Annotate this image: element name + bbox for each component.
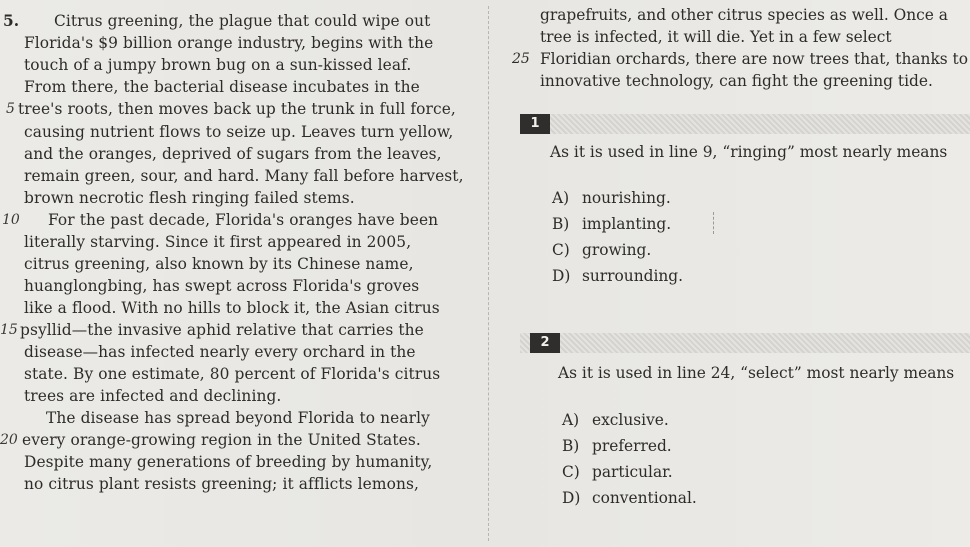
passage-line: tree is infected, it will die. Yet in a few select — [540, 28, 892, 46]
passage-line: brown necrotic flesh ringing failed stems. — [24, 189, 355, 207]
question-2-choice-c[interactable] — [562, 461, 673, 483]
choice-letter: A) — [552, 189, 570, 207]
line-number-10: 10 — [2, 212, 20, 228]
choice-text: surrounding. — [582, 267, 684, 285]
question-1-number: 1 — [520, 114, 550, 134]
question-1-choice-d[interactable] — [552, 265, 683, 287]
question-1-choice-a[interactable] — [552, 187, 671, 209]
passage-line: psyllid—the invasive aphid relative that carries the — [20, 321, 424, 339]
reading-passage — [0, 0, 470, 547]
passage-line: grapefruits, and other citrus species as well. Once a — [540, 6, 948, 24]
question-1-header — [520, 114, 970, 134]
passage-line: and the oranges, deprived of sugars from the leaves, — [24, 145, 442, 163]
line-number-25: 25 — [512, 51, 530, 67]
choice-letter: C) — [552, 241, 570, 259]
text-cursor — [713, 212, 715, 234]
passage-line: tree's roots, then moves back up the trunk in full force, — [18, 100, 456, 118]
choice-text: particular. — [592, 463, 673, 481]
passage-line: citrus greening, also known by its Chinese name, — [24, 255, 414, 273]
passage-line: innovative technology, can fight the greening tide. — [540, 72, 933, 90]
choice-text: preferred. — [592, 437, 672, 455]
choice-text: implanting. — [582, 215, 672, 233]
question-1-choice-c[interactable] — [552, 239, 651, 261]
passage-line: touch of a jumpy brown bug on a sun-kissed leaf. — [24, 56, 412, 74]
passage-line: like a flood. With no hills to block it, the Asian citrus — [24, 299, 440, 317]
question-2-choice-b[interactable] — [562, 435, 672, 457]
question-1-stem: As it is used in line 9, “ringing” most nearly means — [550, 143, 948, 161]
passage-line: remain green, sour, and hard. Many fall before harvest, — [24, 167, 464, 185]
passage-line: literally starving. Since it first appeared in 2005, — [24, 233, 412, 251]
line-number-20: 20 — [0, 432, 18, 448]
passage-line: From there, the bacterial disease incubates in the — [24, 78, 420, 96]
passage-line: causing nutrient flows to seize up. Leaves turn yellow, — [24, 123, 454, 141]
passage-line: every orange-growing region in the United States. — [22, 431, 421, 449]
passage-line: For the past decade, Florida's oranges have been — [48, 211, 439, 229]
line-number-5: 5 — [6, 101, 15, 117]
choice-letter: D) — [562, 489, 581, 507]
passage-line: Florida's $9 billion orange industry, begins with the — [24, 34, 434, 52]
passage-number: 5. — [3, 12, 20, 30]
choice-text: nourishing. — [582, 189, 671, 207]
passage-line: Floridian orchards, there are now trees that, thanks to — [540, 50, 969, 68]
question-2-choice-a[interactable] — [562, 409, 669, 431]
question-2-number: 2 — [530, 333, 560, 353]
choice-text: growing. — [582, 241, 652, 259]
choice-letter: A) — [562, 411, 580, 429]
question-1-choice-b[interactable] — [552, 213, 671, 235]
passage-line: trees are infected and declining. — [24, 387, 282, 405]
choice-text: conventional. — [592, 489, 697, 507]
choice-letter: B) — [552, 215, 570, 233]
choice-letter: B) — [562, 437, 580, 455]
choice-letter: C) — [562, 463, 580, 481]
question-2-header — [520, 333, 970, 353]
passage-line: no citrus plant resists greening; it afflicts lemons, — [24, 475, 419, 493]
column-divider — [488, 6, 489, 541]
passage-line: disease—has infected nearly every orchard in the — [24, 343, 416, 361]
question-2-choice-d[interactable] — [562, 487, 697, 509]
passage-line: Citrus greening, the plague that could wipe out — [54, 12, 431, 30]
passage-line: huanglongbing, has swept across Florida's groves — [24, 277, 420, 295]
passage-line: state. By one estimate, 80 percent of Florida's citrus — [24, 365, 441, 383]
questions-column — [492, 0, 970, 547]
passage-line: The disease has spread beyond Florida to nearly — [46, 409, 430, 427]
passage-line: Despite many generations of breeding by humanity, — [24, 453, 433, 471]
choice-text: exclusive. — [592, 411, 669, 429]
question-2-stem: As it is used in line 24, “select” most nearly means — [558, 364, 955, 382]
choice-letter: D) — [552, 267, 571, 285]
line-number-15: 15 — [0, 322, 18, 338]
